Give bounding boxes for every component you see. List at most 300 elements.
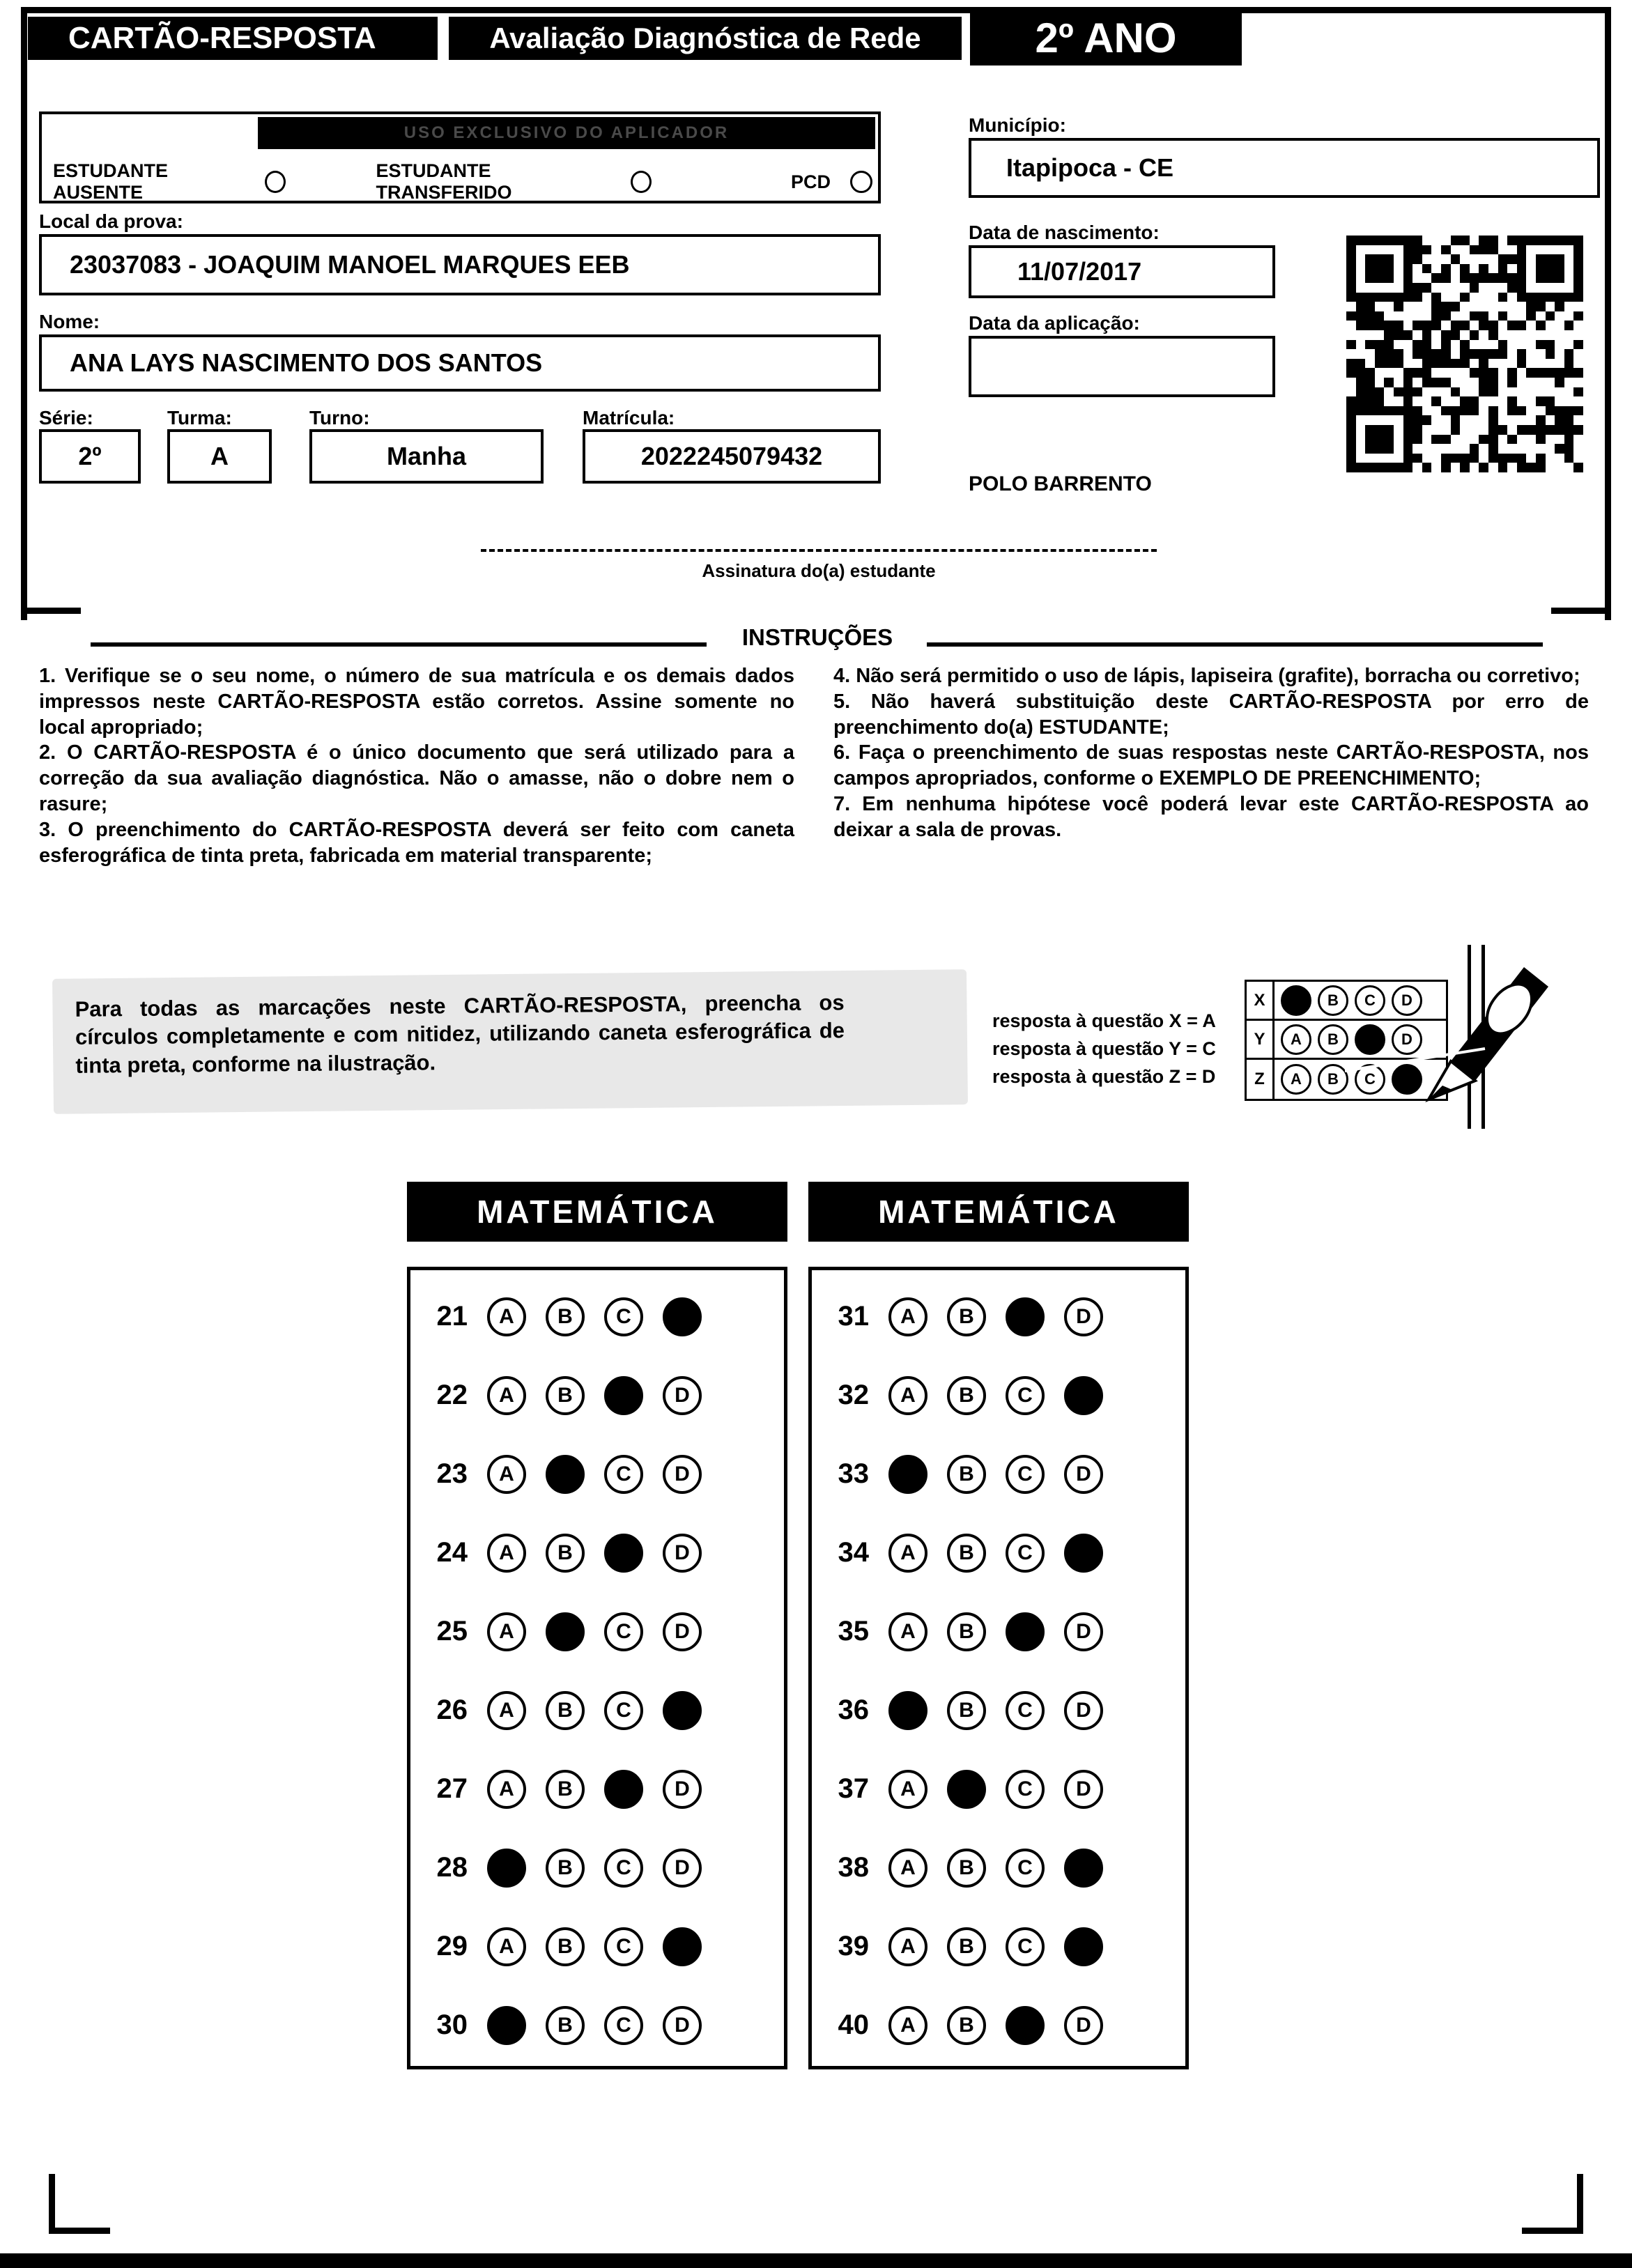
qr-module xyxy=(1394,283,1403,293)
qr-module xyxy=(1498,387,1508,397)
bubble-q23-D[interactable]: D xyxy=(663,1455,702,1494)
qr-module xyxy=(1441,454,1451,463)
bubble-q30-B[interactable]: B xyxy=(546,2006,585,2045)
qr-module xyxy=(1346,236,1356,245)
qr-module xyxy=(1498,435,1508,445)
qr-module xyxy=(1384,283,1394,293)
qr-module xyxy=(1403,368,1413,378)
bubble-q26-B[interactable]: B xyxy=(546,1691,585,1730)
bubble-q30-A[interactable] xyxy=(487,2006,526,2045)
qr-module xyxy=(1394,330,1403,340)
qr-module xyxy=(1573,359,1583,369)
qr-module xyxy=(1546,236,1555,245)
qr-module xyxy=(1573,254,1583,264)
bubble-q27-D[interactable]: D xyxy=(663,1770,702,1809)
bubble-q33-A[interactable] xyxy=(888,1455,927,1494)
question-number: 29 xyxy=(436,1931,468,1961)
qr-module xyxy=(1507,254,1517,264)
bubble-q26-D[interactable] xyxy=(663,1691,702,1730)
qr-module xyxy=(1460,340,1470,350)
qr-module xyxy=(1526,435,1536,445)
bubble-q24-A[interactable]: A xyxy=(487,1534,526,1573)
bubble-q38-C[interactable]: C xyxy=(1006,1849,1045,1888)
checkbox-circle[interactable] xyxy=(265,171,286,193)
qr-module xyxy=(1451,378,1461,387)
qr-module xyxy=(1546,349,1555,359)
qr-module xyxy=(1365,435,1375,445)
bubble-q27-A[interactable]: A xyxy=(487,1770,526,1809)
qr-module xyxy=(1365,311,1375,321)
bubble-q26-A[interactable]: A xyxy=(487,1691,526,1730)
qr-module xyxy=(1403,349,1413,359)
qr-module xyxy=(1431,330,1441,340)
qr-module xyxy=(1564,454,1574,463)
qr-module xyxy=(1422,406,1432,416)
qr-module xyxy=(1526,273,1536,283)
bubble-q25-D[interactable]: D xyxy=(663,1612,702,1651)
qr-module xyxy=(1470,273,1479,283)
qr-module xyxy=(1479,396,1488,406)
qr-module xyxy=(1460,435,1470,445)
qr-module xyxy=(1375,359,1385,369)
bubble-q35-B[interactable]: B xyxy=(947,1612,986,1651)
bubble-q26-C[interactable]: C xyxy=(604,1691,643,1730)
qr-module xyxy=(1517,444,1527,454)
example-bubble-Z-A: A xyxy=(1281,1064,1311,1095)
qr-module xyxy=(1555,236,1564,245)
bubble-q32-C[interactable]: C xyxy=(1006,1376,1045,1415)
qr-module xyxy=(1403,387,1413,397)
qr-module xyxy=(1431,368,1441,378)
qr-module xyxy=(1431,396,1441,406)
qr-module xyxy=(1488,264,1498,274)
qr-module xyxy=(1441,396,1451,406)
qr-module xyxy=(1441,387,1451,397)
qr-module xyxy=(1375,293,1385,302)
qr-module xyxy=(1375,340,1385,350)
nascimento-label: Data de nascimento: xyxy=(969,222,1160,243)
answer-grid xyxy=(407,1267,787,2069)
bubble-q24-B[interactable]: B xyxy=(546,1534,585,1573)
bubble-q28-D[interactable]: D xyxy=(663,1849,702,1888)
qr-module xyxy=(1546,444,1555,454)
qr-module xyxy=(1451,406,1461,416)
bubble-q39-A[interactable]: A xyxy=(888,1927,927,1966)
qr-module xyxy=(1394,406,1403,416)
qr-module xyxy=(1498,293,1508,302)
qr-module xyxy=(1479,293,1488,302)
qr-module xyxy=(1507,321,1517,330)
bubble-q40-A[interactable]: A xyxy=(888,2006,927,2045)
applicator-option xyxy=(53,160,286,203)
qr-module xyxy=(1546,273,1555,283)
qr-module xyxy=(1488,283,1498,293)
qr-module xyxy=(1431,340,1441,350)
qr-module xyxy=(1403,293,1413,302)
qr-module xyxy=(1573,283,1583,293)
qr-module xyxy=(1460,406,1470,416)
question-number: 34 xyxy=(838,1537,869,1568)
qr-module xyxy=(1441,463,1451,472)
bubble-q36-A[interactable] xyxy=(888,1691,927,1730)
bubble-q40-C[interactable] xyxy=(1006,2006,1045,2045)
bubble-q36-B[interactable]: B xyxy=(947,1691,986,1730)
qr-module xyxy=(1526,359,1536,369)
bubble-q31-A[interactable]: A xyxy=(888,1297,927,1336)
question-number: 37 xyxy=(838,1773,869,1804)
qr-module xyxy=(1470,406,1479,416)
qr-module xyxy=(1488,321,1498,330)
example-row-label: X xyxy=(1247,982,1275,1019)
qr-module xyxy=(1517,359,1527,369)
qr-module xyxy=(1431,349,1441,359)
bubble-q30-C[interactable]: C xyxy=(604,2006,643,2045)
bubble-q35-C[interactable] xyxy=(1006,1612,1045,1651)
qr-module xyxy=(1394,236,1403,245)
applicator-checkboxes xyxy=(53,160,872,203)
qr-module xyxy=(1564,368,1574,378)
qr-module xyxy=(1573,444,1583,454)
question-number: 32 xyxy=(838,1380,869,1410)
bubble-q34-A[interactable]: A xyxy=(888,1534,927,1573)
qr-module xyxy=(1384,254,1394,264)
qr-module xyxy=(1365,463,1375,472)
qr-module xyxy=(1422,368,1432,378)
bubble-q37-C[interactable]: C xyxy=(1006,1770,1045,1809)
qr-module xyxy=(1394,368,1403,378)
qr-module xyxy=(1479,321,1488,330)
bubble-q38-A[interactable]: A xyxy=(888,1849,927,1888)
qr-module xyxy=(1403,415,1413,425)
qr-module xyxy=(1517,330,1527,340)
qr-module xyxy=(1536,368,1546,378)
qr-module xyxy=(1375,254,1385,264)
qr-module xyxy=(1441,311,1451,321)
bubble-q24-C[interactable] xyxy=(604,1534,643,1573)
qr-module xyxy=(1573,293,1583,302)
qr-module xyxy=(1384,454,1394,463)
qr-module xyxy=(1394,245,1403,255)
section-title: MATEMÁTICA xyxy=(808,1182,1189,1242)
question-number: 22 xyxy=(436,1380,468,1410)
bubble-q29-A[interactable]: A xyxy=(487,1927,526,1966)
bubble-q29-C[interactable]: C xyxy=(604,1927,643,1966)
bubble-q27-C[interactable] xyxy=(604,1770,643,1809)
question-row xyxy=(410,1356,784,1435)
qr-module xyxy=(1375,273,1385,283)
qr-module xyxy=(1365,359,1375,369)
qr-module xyxy=(1573,454,1583,463)
instructions-left xyxy=(39,663,794,869)
qr-module xyxy=(1346,406,1356,416)
qr-module xyxy=(1441,368,1451,378)
example-bubble-X-B: B xyxy=(1318,985,1348,1016)
bubble-q31-B[interactable]: B xyxy=(947,1297,986,1336)
bubble-q22-B[interactable]: B xyxy=(546,1376,585,1415)
qr-module xyxy=(1564,254,1574,264)
bubble-q28-A[interactable] xyxy=(487,1849,526,1888)
qr-module xyxy=(1470,330,1479,340)
qr-module xyxy=(1536,454,1546,463)
qr-module xyxy=(1564,435,1574,445)
qr-module xyxy=(1536,311,1546,321)
qr-module xyxy=(1412,293,1422,302)
bubble-q37-D[interactable]: D xyxy=(1064,1770,1103,1809)
bubble-q32-B[interactable]: B xyxy=(947,1376,986,1415)
bubble-q21-C[interactable]: C xyxy=(604,1297,643,1336)
qr-module xyxy=(1356,283,1366,293)
bubble-q32-A[interactable]: A xyxy=(888,1376,927,1415)
qr-module xyxy=(1451,415,1461,425)
qr-module xyxy=(1384,293,1394,302)
qr-module xyxy=(1564,330,1574,340)
question-row xyxy=(812,1750,1185,1828)
bubble-q28-B[interactable]: B xyxy=(546,1849,585,1888)
qr-module xyxy=(1375,415,1385,425)
qr-module xyxy=(1403,264,1413,274)
bubble-q23-A[interactable]: A xyxy=(487,1455,526,1494)
legend-line: resposta à questão Y = C xyxy=(992,1037,1216,1059)
qr-module xyxy=(1403,396,1413,406)
example-bubble-Y-B: B xyxy=(1318,1024,1348,1055)
nascimento-value: 11/07/2017 xyxy=(969,245,1275,298)
qr-module xyxy=(1394,273,1403,283)
qr-module xyxy=(1573,245,1583,255)
qr-module xyxy=(1412,245,1422,255)
bubble-q40-B[interactable]: B xyxy=(947,2006,986,2045)
qr-module xyxy=(1517,254,1527,264)
qr-module xyxy=(1526,254,1536,264)
qr-module xyxy=(1356,264,1366,274)
qr-module xyxy=(1536,435,1546,445)
bubble-q34-B[interactable]: B xyxy=(947,1534,986,1573)
signature-line[interactable] xyxy=(481,549,1157,552)
question-row xyxy=(410,1907,784,1986)
qr-module xyxy=(1507,415,1517,425)
qr-module xyxy=(1451,245,1461,255)
qr-module xyxy=(1536,359,1546,369)
qr-module xyxy=(1555,330,1564,340)
qr-module xyxy=(1356,406,1366,416)
bubble-q30-D[interactable]: D xyxy=(663,2006,702,2045)
qr-module xyxy=(1346,302,1356,311)
bubble-q27-B[interactable]: B xyxy=(546,1770,585,1809)
qr-module xyxy=(1356,454,1366,463)
qr-module xyxy=(1431,321,1441,330)
bubble-q36-C[interactable]: C xyxy=(1006,1691,1045,1730)
qr-module xyxy=(1431,387,1441,397)
bubble-q39-D[interactable] xyxy=(1064,1927,1103,1966)
qr-module xyxy=(1365,340,1375,350)
qr-module xyxy=(1394,340,1403,350)
qr-module xyxy=(1498,236,1508,245)
qr-module xyxy=(1403,321,1413,330)
qr-module xyxy=(1536,302,1546,311)
bubble-q36-D[interactable]: D xyxy=(1064,1691,1103,1730)
qr-module xyxy=(1536,378,1546,387)
qr-module xyxy=(1441,293,1451,302)
qr-module xyxy=(1479,349,1488,359)
bubble-q29-B[interactable]: B xyxy=(546,1927,585,1966)
bubble-q34-D[interactable] xyxy=(1064,1534,1103,1573)
qr-module xyxy=(1555,396,1564,406)
qr-module xyxy=(1573,425,1583,435)
qr-module xyxy=(1517,406,1527,416)
bubble-q35-A[interactable]: A xyxy=(888,1612,927,1651)
qr-module xyxy=(1431,273,1441,283)
qr-module xyxy=(1412,283,1422,293)
qr-module xyxy=(1488,302,1498,311)
qr-module xyxy=(1384,435,1394,445)
bubble-q23-C[interactable]: C xyxy=(604,1455,643,1494)
bubble-q34-C[interactable]: C xyxy=(1006,1534,1045,1573)
qr-module xyxy=(1488,349,1498,359)
bubble-q39-B[interactable]: B xyxy=(947,1927,986,1966)
checkbox-circle[interactable] xyxy=(850,171,872,193)
qr-module xyxy=(1555,415,1564,425)
qr-module xyxy=(1365,330,1375,340)
qr-module xyxy=(1375,321,1385,330)
bubble-q25-A[interactable]: A xyxy=(487,1612,526,1651)
municipio-label: Município: xyxy=(969,114,1066,136)
bubble-q33-B[interactable]: B xyxy=(947,1455,986,1494)
bubble-q37-A[interactable]: A xyxy=(888,1770,927,1809)
qr-module xyxy=(1573,396,1583,406)
bubble-q22-D[interactable]: D xyxy=(663,1376,702,1415)
bubble-q21-D[interactable] xyxy=(663,1297,702,1336)
qr-module xyxy=(1564,302,1574,311)
qr-module xyxy=(1536,415,1546,425)
bubble-q25-B[interactable] xyxy=(546,1612,585,1651)
qr-module xyxy=(1375,425,1385,435)
qr-module xyxy=(1517,245,1527,255)
bubble-q21-B[interactable]: B xyxy=(546,1297,585,1336)
qr-module xyxy=(1460,254,1470,264)
bubble-q39-C[interactable]: C xyxy=(1006,1927,1045,1966)
qr-module xyxy=(1394,254,1403,264)
bubble-q23-B[interactable] xyxy=(546,1455,585,1494)
qr-module xyxy=(1394,444,1403,454)
bubble-q29-D[interactable] xyxy=(663,1927,702,1966)
instructions-rule-right xyxy=(927,642,1543,647)
bubble-q38-B[interactable]: B xyxy=(947,1849,986,1888)
qr-module xyxy=(1431,435,1441,445)
qr-module xyxy=(1365,444,1375,454)
qr-module xyxy=(1526,349,1536,359)
local-prova-value: 23037083 - JOAQUIM MANOEL MARQUES EEB xyxy=(39,234,881,295)
bubble-q33-C[interactable]: C xyxy=(1006,1455,1045,1494)
qr-module xyxy=(1394,415,1403,425)
qr-module xyxy=(1507,425,1517,435)
qr-module xyxy=(1422,293,1432,302)
qr-module xyxy=(1412,359,1422,369)
qr-module xyxy=(1555,283,1564,293)
qr-module xyxy=(1365,236,1375,245)
bubble-q38-D[interactable] xyxy=(1064,1849,1103,1888)
qr-module xyxy=(1498,273,1508,283)
qr-module xyxy=(1470,396,1479,406)
qr-module xyxy=(1375,368,1385,378)
qr-module xyxy=(1498,340,1508,350)
qr-module xyxy=(1573,236,1583,245)
qr-module xyxy=(1498,321,1508,330)
bubble-q24-D[interactable]: D xyxy=(663,1534,702,1573)
qr-module xyxy=(1451,283,1461,293)
bubble-q33-D[interactable]: D xyxy=(1064,1455,1103,1494)
qr-module xyxy=(1536,254,1546,264)
qr-module xyxy=(1517,368,1527,378)
bubble-q28-C[interactable]: C xyxy=(604,1849,643,1888)
qr-module xyxy=(1365,415,1375,425)
qr-module xyxy=(1507,435,1517,445)
local-prova-label: Local da prova: xyxy=(39,210,183,232)
qr-module xyxy=(1498,330,1508,340)
bubble-q22-A[interactable]: A xyxy=(487,1376,526,1415)
bubble-q37-B[interactable] xyxy=(947,1770,986,1809)
applicator-bar-label: USO EXCLUSIVO DO APLICADOR xyxy=(258,117,875,149)
instruction-item: 4. Não será permitido o uso de lápis, lapiseira (grafite), borracha ou corretivo; xyxy=(833,665,1580,687)
qr-module xyxy=(1479,302,1488,311)
qr-module xyxy=(1422,396,1432,406)
qr-module xyxy=(1498,444,1508,454)
qr-module xyxy=(1460,302,1470,311)
qr-module xyxy=(1394,311,1403,321)
qr-module xyxy=(1365,396,1375,406)
bubble-q32-D[interactable] xyxy=(1064,1376,1103,1415)
question-row xyxy=(410,1828,784,1907)
qr-module xyxy=(1498,396,1508,406)
bubble-q35-D[interactable]: D xyxy=(1064,1612,1103,1651)
question-row xyxy=(812,1277,1185,1356)
qr-module xyxy=(1412,254,1422,264)
qr-module xyxy=(1526,321,1536,330)
qr-module xyxy=(1422,311,1432,321)
qr-module xyxy=(1403,236,1413,245)
bubble-q22-C[interactable] xyxy=(604,1376,643,1415)
qr-module xyxy=(1479,359,1488,369)
bubble-q21-A[interactable]: A xyxy=(487,1297,526,1336)
qr-module xyxy=(1412,236,1422,245)
qr-module xyxy=(1564,236,1574,245)
qr-module xyxy=(1356,245,1366,255)
signature-label: Assinatura do(a) estudante xyxy=(702,560,936,581)
bubble-q31-D[interactable]: D xyxy=(1064,1297,1103,1336)
qr-module xyxy=(1498,245,1508,255)
qr-module xyxy=(1346,245,1356,255)
bubble-q31-C[interactable] xyxy=(1006,1297,1045,1336)
qr-module xyxy=(1422,444,1432,454)
qr-module xyxy=(1536,396,1546,406)
qr-module xyxy=(1488,254,1498,264)
qr-module xyxy=(1451,236,1461,245)
qr-module xyxy=(1507,359,1517,369)
qr-module xyxy=(1546,415,1555,425)
qr-module xyxy=(1365,368,1375,378)
qr-module xyxy=(1346,359,1356,369)
qr-module xyxy=(1384,378,1394,387)
qr-module xyxy=(1365,349,1375,359)
bubble-q40-D[interactable]: D xyxy=(1064,2006,1103,2045)
bubble-q25-C[interactable]: C xyxy=(604,1612,643,1651)
qr-module xyxy=(1431,454,1441,463)
checkbox-circle[interactable] xyxy=(631,171,652,193)
qr-module xyxy=(1384,368,1394,378)
qr-module xyxy=(1479,463,1488,472)
qr-module xyxy=(1488,236,1498,245)
checkbox-label: PCD xyxy=(790,171,831,192)
qr-module xyxy=(1394,396,1403,406)
qr-module xyxy=(1412,444,1422,454)
